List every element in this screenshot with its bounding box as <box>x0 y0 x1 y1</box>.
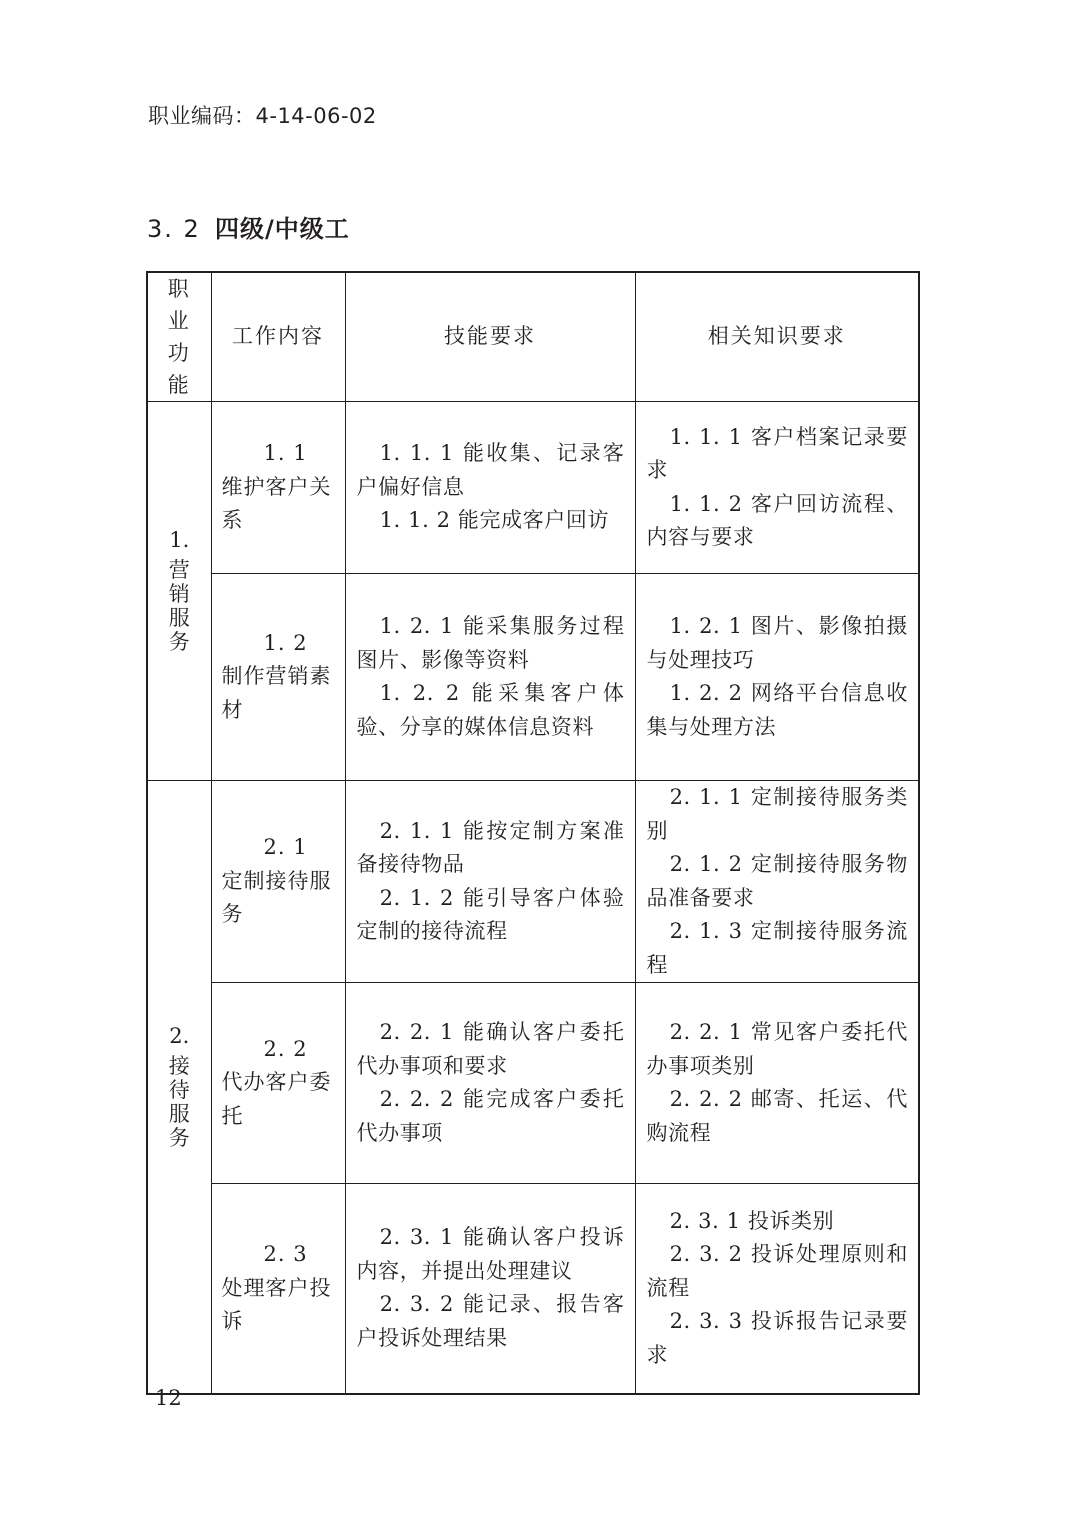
header-function: 职业功能 <box>147 272 211 402</box>
knowledge-item: 2. 1. 1 定制接待服务类别 <box>646 785 908 843</box>
skill-item: 2. 2. 2 能完成客户委托代办事项 <box>356 1087 625 1145</box>
skill-item: 2. 1. 1 能按定制方案准备接待物品 <box>356 818 625 876</box>
skill-item: 1. 1. 2 能完成客户回访 <box>379 508 610 533</box>
function-number: 1. <box>169 528 190 552</box>
knowledge-item: 2. 3. 1 投诉类别 <box>669 1208 835 1233</box>
knowledge-cell <box>635 983 919 1184</box>
function-number: 2. <box>169 1023 190 1048</box>
work-content-cell: 2. 1 定制接待服务 <box>211 781 345 983</box>
skill-item: 2. 2. 1 能确认客户委托代办事项和要求 <box>356 1020 625 1078</box>
section-title: 四级/中级工 <box>215 215 350 243</box>
skill-item: 1. 2. 2 能采集客户体验、分享的媒体信息资料 <box>356 681 625 739</box>
skill-cell <box>345 402 635 574</box>
table-row <box>147 781 919 983</box>
knowledge-item: 1. 2. 1 图片、影像拍摄与处理技巧 <box>646 614 908 672</box>
knowledge-item: 2. 1. 3 定制接待服务流程 <box>646 919 908 977</box>
work-content-cell: 2. 3 处理客户投诉 <box>211 1184 345 1394</box>
knowledge-item: 1. 1. 1 客户档案记录要求 <box>646 424 908 482</box>
skill-item: 1. 2. 1 能采集服务过程图片、影像等资料 <box>356 614 625 672</box>
table-row <box>147 983 919 1184</box>
work-content-cell: 1. 1 维护客户关系 <box>211 402 345 574</box>
knowledge-item: 2. 3. 2 投诉处理原则和流程 <box>646 1242 908 1300</box>
knowledge-item: 1. 1. 2 客户回访流程、内容与要求 <box>646 491 908 549</box>
occupation-code: 职业编码：4-14-06-02 <box>148 104 377 128</box>
knowledge-item: 2. 2. 1 常见客户委托代办事项类别 <box>646 1020 908 1078</box>
section-heading <box>147 212 350 246</box>
skill-cell <box>345 574 635 781</box>
header-skill-requirements: 技能要求 <box>345 272 635 402</box>
knowledge-item: 2. 2. 2 邮寄、托运、代购流程 <box>646 1087 908 1145</box>
knowledge-item: 2. 1. 2 定制接待服务物品准备要求 <box>646 852 908 910</box>
page-number: 12 <box>155 1386 182 1410</box>
skill-item: 1. 1. 1 能收集、记录客户偏好信息 <box>356 441 625 499</box>
section-number: 3. 2 <box>147 215 201 243</box>
knowledge-item: 2. 3. 3 投诉报告记录要求 <box>646 1309 908 1367</box>
knowledge-cell <box>635 574 919 781</box>
skill-item: 2. 3. 2 能记录、报告客户投诉处理结果 <box>356 1292 625 1350</box>
skills-table <box>146 271 920 1395</box>
table-row <box>147 402 919 574</box>
header-knowledge-requirements: 相关知识要求 <box>635 272 919 402</box>
skill-item: 2. 1. 2 能引导客户体验定制的接待流程 <box>356 885 625 943</box>
function-cell-reception <box>147 781 211 1394</box>
function-name: 营销服务 <box>168 558 190 654</box>
knowledge-cell <box>635 402 919 574</box>
table-row <box>147 574 919 781</box>
skill-item: 2. 3. 1 能确认客户投诉内容，并提出处理建议 <box>356 1225 625 1283</box>
function-name: 接待服务 <box>168 1053 190 1150</box>
knowledge-item: 1. 2. 2 网络平台信息收集与处理方法 <box>646 681 908 739</box>
table-row <box>147 1184 919 1394</box>
knowledge-cell <box>635 1184 919 1394</box>
knowledge-cell <box>635 781 919 983</box>
function-cell-marketing <box>147 402 211 781</box>
table-header-row <box>147 272 919 402</box>
header-work-content: 工作内容 <box>211 272 345 402</box>
skill-cell <box>345 781 635 983</box>
skill-cell <box>345 983 635 1184</box>
work-content-cell: 2. 2 代办客户委托 <box>211 983 345 1184</box>
skill-cell <box>345 1184 635 1394</box>
work-content-cell: 1. 2 制作营销素材 <box>211 574 345 781</box>
